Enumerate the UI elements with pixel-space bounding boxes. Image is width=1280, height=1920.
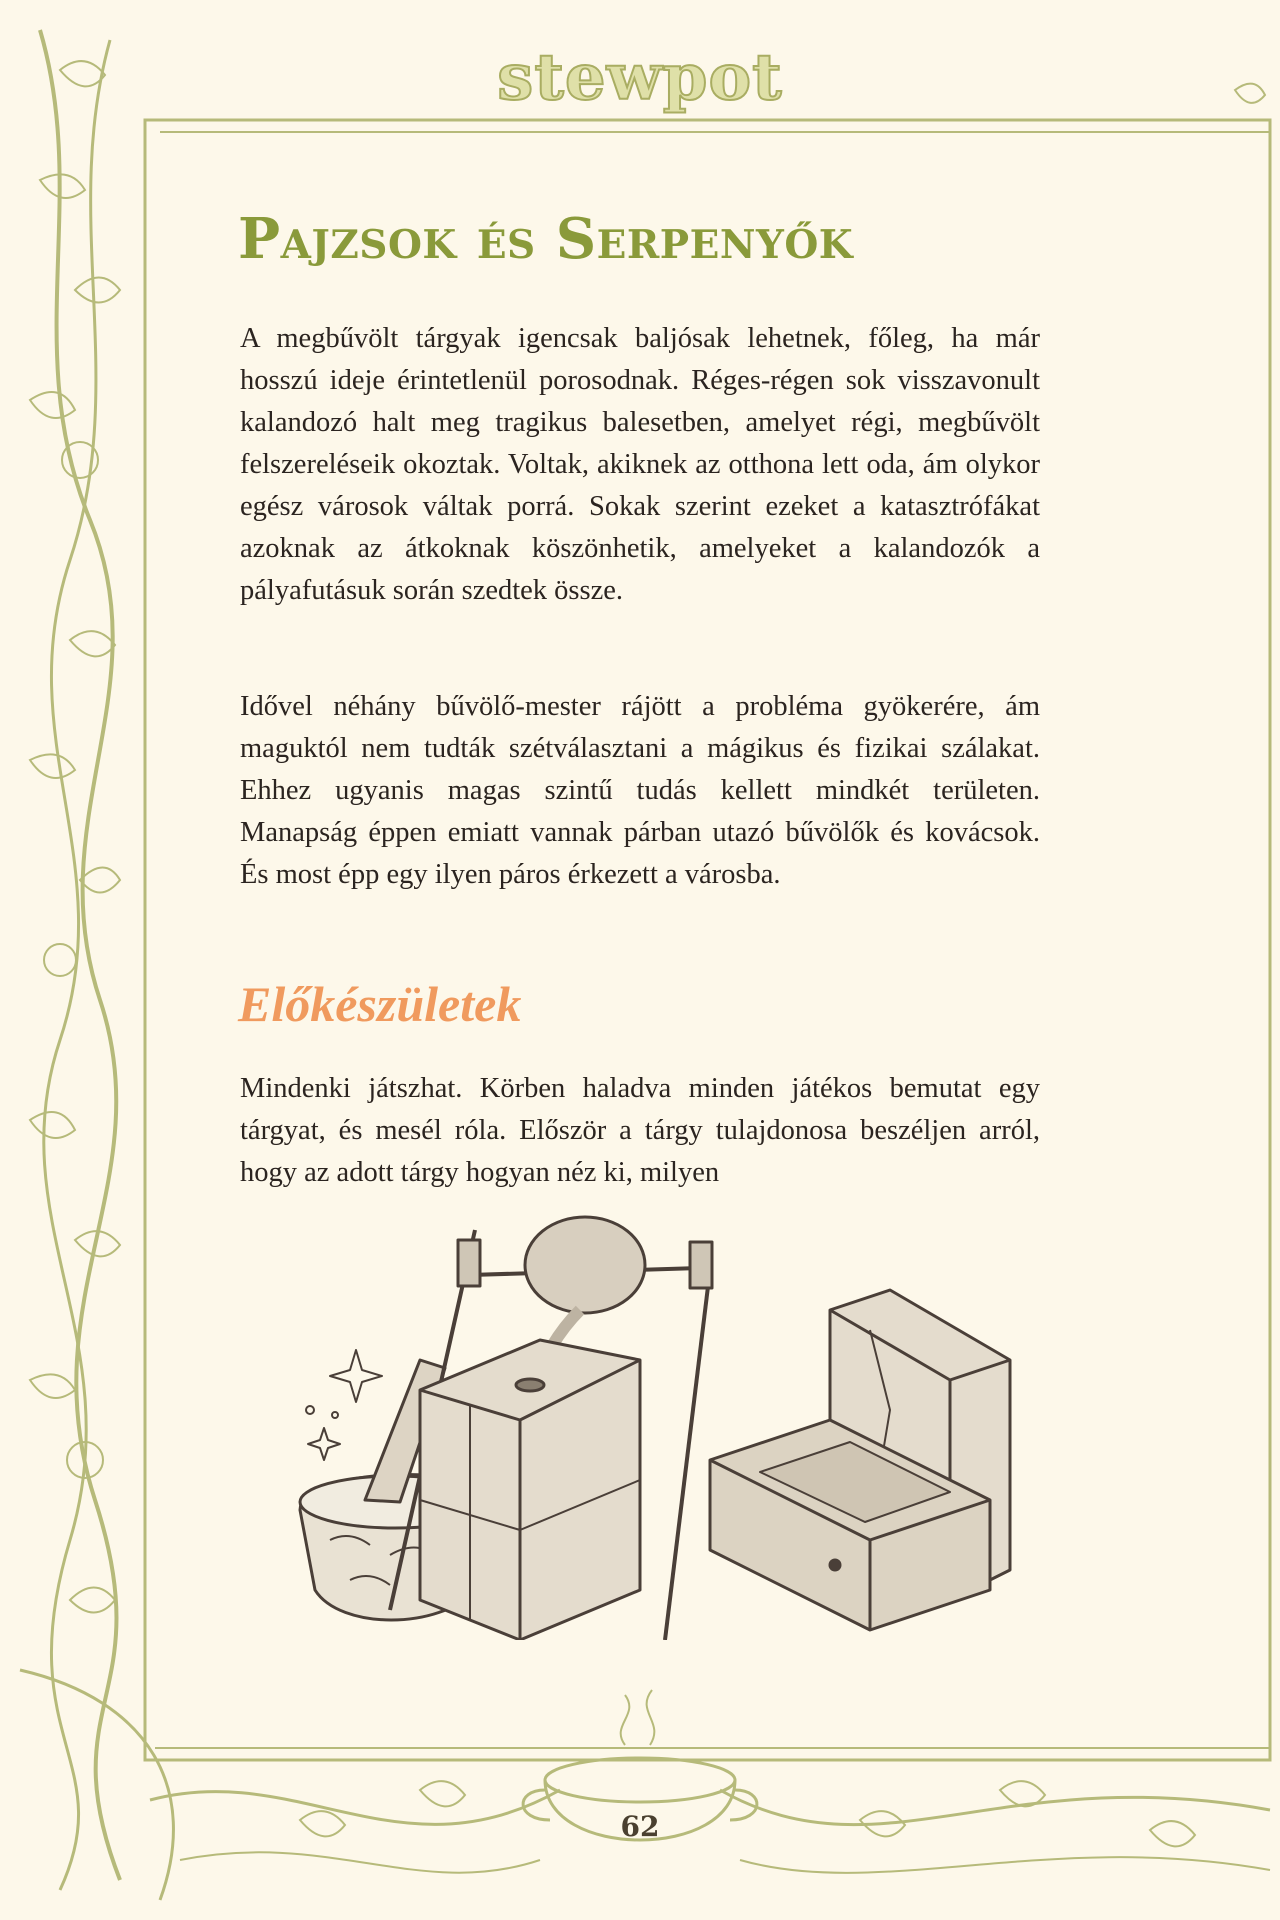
body-paragraph-1: A megbűvölt tárgyak igencsak baljósak lehetnek, főleg, ha már hosszú ideje érintetlenül porosodnak. Réges-régen sok visszavonult kalandozó halt meg tragikus balesetben, amelyet régi, megbűvölt felszereléseik okoztak. Voltak, akiknek az otthona lett oda, ám olykor egész városok váltak porrá. Sokak szerint ezeket a katasztrófákat azoknak az átkoknak köszönhetik, amelyeket a kalandozók a pályafutásuk során szedtek össze. [240, 323, 1040, 606]
forge-illustration [290, 1210, 1070, 1640]
body-paragraph-2: Idővel néhány bűvölő-mester rájött a probléma gyökerére, ám maguktól nem tudták szétválasztani a mágikus és fizikai szálakat. Ehhez ugyanis magas szintű tudás kellett mindkét területen. Manapság éppen emiatt vannak párban utazó bűvölők és kovácsok. És most épp egy ilyen páros érkezett a városba. [240, 691, 1040, 890]
section-paragraph: Mindenki játszhat. Körben haladva minden játékos bemutat egy tárgyat, és mesél róla. Először a tárgy tulajdonosa beszéljen arról, hogy az adott tárgy hogyan néz ki, milyen [240, 1073, 1040, 1188]
stewpot-logo: stewpot [497, 40, 783, 115]
page-title: Pajzsok és Serpenyők [238, 206, 854, 272]
page-number: 62 [620, 1810, 660, 1843]
section-heading: Előkészületek [238, 976, 522, 1032]
